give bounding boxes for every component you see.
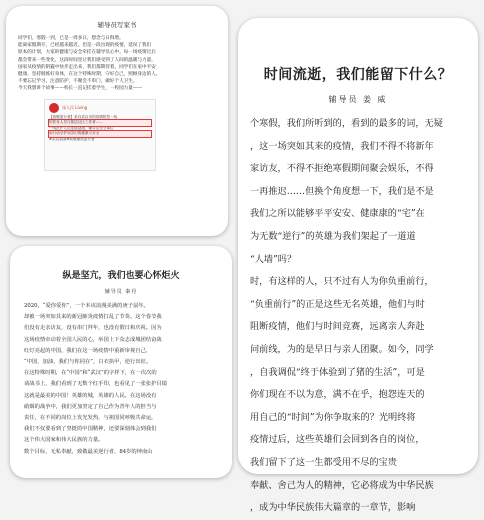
document-page-top-left — [6, 6, 228, 236]
page-title-c: 纵是坚亢，我们也要心怀炬火 — [62, 271, 180, 281]
social-post-body — [45, 115, 155, 143]
text-line: 奉献、舍己为人的精神，它必将成为中华民族 — [250, 479, 434, 491]
text-line: 我们之所以能够平平安安、健康康的“宅”在 — [250, 208, 425, 220]
text-line: “中国，加油，我们与你同在”，白衣执甲，逆行出征。 — [24, 359, 152, 366]
text-line: ，成为中华民族伟大篇章的一章节，影响 — [250, 502, 416, 514]
text-line: ，自我调侃“终于体验到了猪的生活”，可是 — [250, 366, 425, 378]
text-line: 疫情过后，这些英雄们会回到各自的岗位， — [250, 434, 425, 446]
page-title-b: 时间流逝，我们能留下什么？ — [263, 67, 453, 83]
text-line: 一再推迟……但换个角度想一下，我们是不是 — [250, 185, 434, 197]
text-line: 你们现在不以为意，满不在乎，抱怨连天的 — [250, 389, 425, 401]
page-title-a: 辅导员写家书 — [97, 21, 137, 29]
text-line: “负重前行”的正是这些无名英雄，他们与时 — [250, 298, 425, 310]
text-line: 我们留下了这一生都受用不尽的宝贵 — [250, 456, 397, 468]
text-line: 硝烟的战争中，我们更加坚定了自己作为青年人的担当与 — [24, 403, 157, 410]
author-line-b: 辅导员 姜 威 — [328, 95, 388, 104]
text-line: 能离家假期开，已经越来越近。但是一段出现的疫情，延误了我们 — [18, 43, 152, 49]
text-line: 为无数“逆行”的英雄为我们架起了一道道 — [250, 230, 416, 242]
text-line: 责任，在不同的岗位上发光发热，与祖国同呼吸共命运， — [24, 415, 157, 422]
text-line: 不要忘记学习，注意防护，不聚会不串门，做好个人卫生。 — [18, 79, 138, 85]
text-line: 健康，坚持锻炼好身体，在这个特殊时期，守好自己，照顾身边的人， — [18, 72, 161, 78]
text-line: 用自己的“时间”为你争取来的？光明终将 — [250, 411, 416, 423]
document-page-right — [238, 18, 478, 514]
text-line: 原本的计划，大家的健康与安全牵挂在辅导员心中。每一场疫情过后 — [18, 50, 156, 56]
social-account-name: 深人民 Living — [62, 104, 88, 110]
text-line: 这场疫情牵动着全国人民的心，举国上下众志成城团结奋战 — [24, 336, 162, 343]
page-body-b — [238, 105, 478, 520]
text-line: 同学们，寒假一到，已是一周多日，想念与日俱增。 — [18, 36, 124, 41]
text-line: 这就是最美的中国！英雄的城，英雄的人民。在这场没有 — [24, 392, 157, 399]
social-post-screenshot — [44, 99, 156, 171]
text-line: 这个伟大国家和伟大民族的力量。 — [24, 437, 104, 444]
document-page-bottom-left — [10, 246, 232, 478]
text-line: 请战书上，我们看到了无数个红手印，也看见了一张张护目镜 — [24, 381, 168, 388]
social-line: 一线医护人员连续奋战，辅导员坚守岗位 — [49, 125, 114, 130]
social-line-highlight: 的医务人员与基层社区工作者…… — [49, 120, 151, 126]
text-line: 在这特殊时期，在“中国”和“武汉”的字样下，在一次次的 — [24, 370, 157, 377]
avatar — [49, 103, 59, 113]
page-body-a — [6, 29, 228, 93]
text-line: 今天我想讲个故事——校长一直记挂着学生，一校园力量—— — [18, 86, 143, 92]
text-line: 我们不仅要看到了坚挺的中国精神，还要深刻体会到我们 — [24, 426, 157, 433]
text-line: 都会带来一些变化，这段时间里让我们感受到了人间的温暖与力量， — [18, 57, 156, 63]
social-line: 【致敬逆行者】来自武汉市的疫情防控一线 — [49, 114, 118, 119]
text-line: 国家从疫情的阴霾中快步走出来，我们都期待着，同学们在家中平安 — [18, 64, 156, 70]
author-line-c: 辅导员 秦丹 — [104, 289, 138, 295]
text-line: 2020，“爱你爱你”，一个本该浪漫美满的庚子鼠年。 — [24, 303, 149, 309]
page-body-c — [10, 295, 232, 458]
text-line: ，这一场突如其来的疫情，我们不得不将新年 — [250, 140, 434, 152]
text-line: 问前线，为的是早日与亲人团聚。如今，同学 — [250, 343, 434, 355]
text-line: 数个目标，无私奉献，致敬最美逆行者，84岁的钟南山 — [24, 448, 153, 455]
text-line: 个寒假，我们所听到的，看到的最多的词，无疑 — [250, 118, 443, 129]
text-line: 却被一场突如其来的新冠肺炎疫情打乱了节奏。这个春节我 — [24, 314, 162, 321]
text-line: 红灯亮起的中国，我们在这一场疫情中重新审视自己， — [24, 347, 152, 354]
social-post-header — [45, 100, 155, 115]
text-line: 们没有走亲访友，没有串门拜年，也没有假日和庆祝。因为 — [24, 325, 162, 332]
text-line: “人墙”吗？ — [250, 253, 297, 265]
text-line: 阻断疫情，他们与时间竞赛，远离亲人奔赴 — [250, 321, 425, 333]
social-line: #武汉加油#致敬最美逆行者 — [49, 137, 95, 141]
text-line: 家访友，不得不拒绝寒假期间聚会娱乐，不得 — [250, 163, 434, 175]
social-line-highlight: 用行动守护同学们的健康与安全 — [49, 131, 151, 137]
text-line: 时，有这样的人，只不过有人为你负重前行， — [250, 276, 434, 288]
